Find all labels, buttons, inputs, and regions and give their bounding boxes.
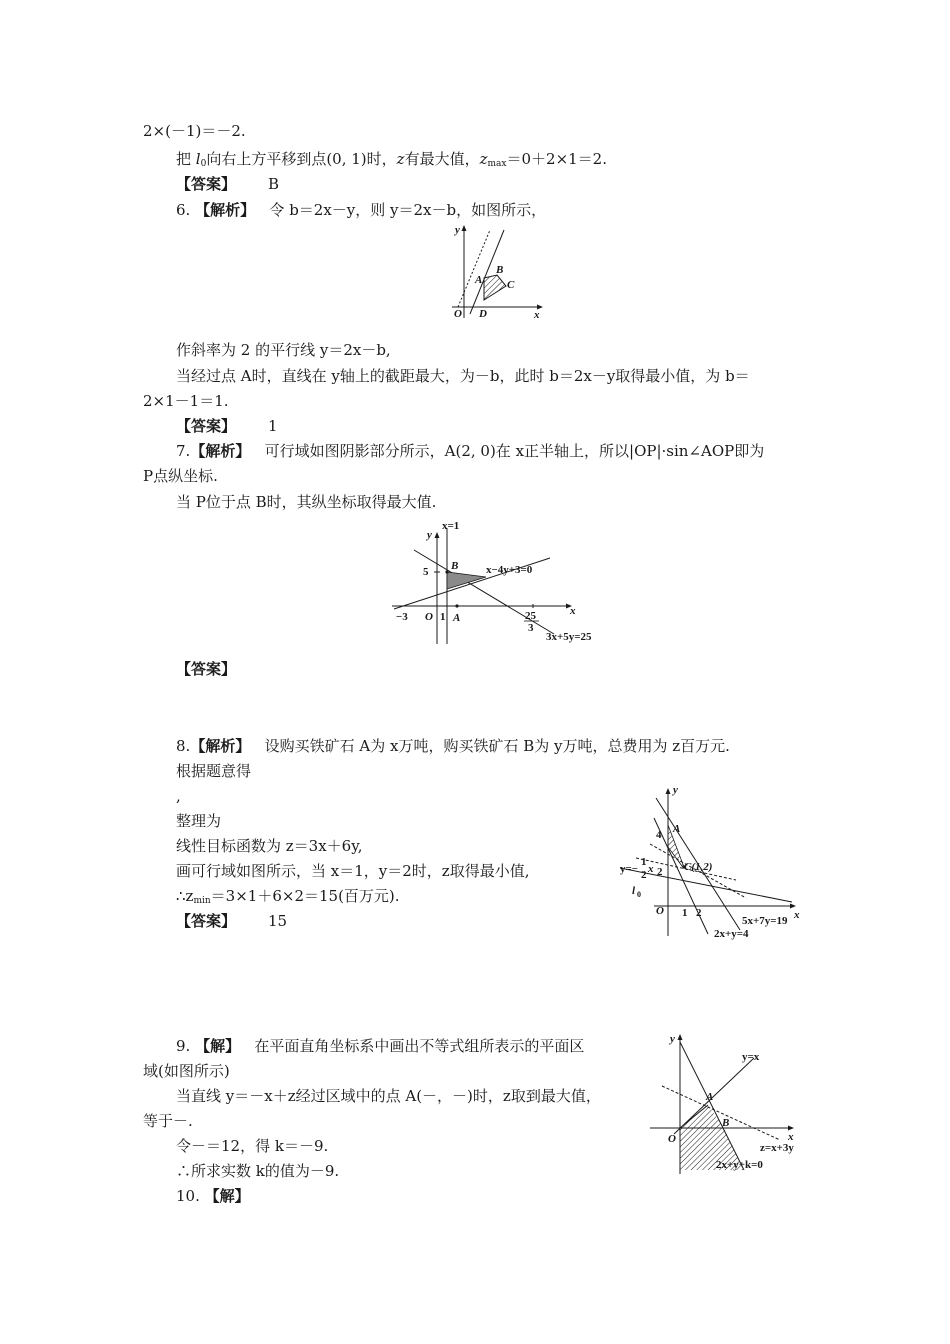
fig7-x: x [570, 605, 576, 617]
fig6-O: O [454, 308, 462, 320]
fig8-one: 1 [682, 907, 688, 919]
answer-7: 【答案】 [176, 660, 237, 678]
fig9-A: A [706, 1091, 714, 1103]
line-translate-l0: 把 $l_0$向右上方平移到点(0, 1)时，z有最大值，$z_{max}=0+2\times 1=2$. [176, 150, 607, 169]
fig6-B: B [496, 264, 504, 276]
fig8-x: x [794, 909, 800, 921]
fig8-y: y [673, 784, 678, 796]
fig8-lbl-y: y=− [620, 863, 639, 875]
fig9-O: O [668, 1133, 676, 1145]
fig8-A: A [673, 823, 681, 835]
q7-line3: 当 P位于点 B时，其纵坐标取得最大值. [176, 493, 437, 511]
q9-line2: 域(如图所示) [143, 1062, 230, 1080]
q8-line4: 整理为 [176, 812, 222, 830]
figure-q7 [390, 516, 610, 648]
fig7-3: 3 [528, 622, 534, 634]
q10-heading: 10. 【解】 [176, 1187, 250, 1205]
answer-5: 【答案】 B [176, 175, 280, 193]
fig7-x-eq-1: x=1 [442, 520, 460, 532]
fig8-lbl-x: x [648, 863, 654, 875]
fig8-l0: l [632, 885, 636, 897]
fig7-A: A [453, 612, 461, 624]
fig8-O: O [656, 905, 664, 917]
fig6-x: x [534, 309, 540, 321]
fig8-l0-sub: 0 [637, 890, 641, 899]
fig7-one: 1 [440, 611, 446, 623]
figure-q9 [644, 1030, 814, 1180]
q9-heading: 9. 【解】 在平面直角坐标系中画出不等式组所表示的平面区 [176, 1037, 585, 1055]
fig8-two-x: 2 [696, 907, 702, 919]
q6-line2: 作斜率为 2 的平行线 y＝2x－b, [176, 341, 391, 359]
fig8-two: 2 [657, 866, 663, 878]
fig8-half-n: 1 [641, 856, 647, 868]
q7-heading: 7.【解析】 可行域如图阴影部分所示，A(2, 0)在 x正半轴上，所以|OP|·sin∠AOP即为 [176, 442, 765, 460]
q7-line2: P点纵坐标. [143, 467, 218, 485]
q9-line6: ∴所求实数 k的值为－9. [176, 1162, 340, 1180]
q8-line7: $\therefore z_{min}=3\times 1+6\times 2=15$(百万元). [176, 887, 400, 906]
fig9-y-eq-x: y=x [742, 1051, 760, 1063]
answer-8: 【答案】 15 [176, 912, 288, 930]
fig7-O: O [425, 611, 433, 623]
q8-line3: , [176, 787, 181, 805]
fig8-four: 4 [656, 829, 662, 841]
fig8-line2: 2x+y=4 [714, 928, 749, 940]
fig6-A: A [475, 274, 483, 286]
fig9-k-line: 2x+y+k=0 [716, 1159, 763, 1171]
line-continuation: 2×(－1)＝－2. [143, 122, 246, 140]
fig9-B: B [722, 1117, 730, 1129]
fig7-B: B [451, 560, 459, 572]
fig7-25: 25 [525, 610, 536, 622]
fig8-C: C(1,2) [684, 861, 713, 873]
q9-line5: 令－＝12，得 k＝－9. [176, 1137, 329, 1155]
q6-line4: 2×1－1＝1. [143, 392, 229, 410]
q8-line2: 根据题意得 [176, 762, 252, 780]
fig7-line2: 3x+5y=25 [546, 631, 592, 643]
q8-heading: 8.【解析】 设购买铁矿石 A为 x万吨，购买铁矿石 B为 y万吨，总费用为 z百万元. [176, 737, 730, 755]
fig9-z-line: z=x+3y [760, 1142, 794, 1154]
fig7-y: y [427, 529, 432, 541]
fig8-line1: 5x+7y=19 [742, 915, 788, 927]
fig8-half-d: 2 [641, 869, 647, 881]
answer-6: 【答案】 1 [176, 417, 278, 435]
fig7-line1: x−4y+3=0 [486, 564, 533, 576]
q6-line3: 当经过点 A时，直线在 y轴上的截距最大，为－b，此时 b＝2x－y取得最小值，为 b＝ [176, 367, 750, 385]
fig6-C: C [507, 279, 515, 291]
q8-line5: 线性目标函数为 z＝3x＋6y, [176, 837, 363, 855]
fig7-neg3: −3 [396, 611, 408, 623]
figure-q8 [616, 784, 806, 944]
fig6-D: D [479, 308, 487, 320]
fig9-y: y [670, 1033, 675, 1045]
fig6-y: y [455, 224, 460, 236]
q6-heading: 6. 【解析】 令 b＝2x－y，则 y＝2x－b，如图所示， [176, 201, 547, 219]
q8-line6: 画可行域如图所示，当 x＝1，y＝2时，z取得最小值, [176, 862, 530, 880]
q9-line4: 等于－. [143, 1112, 193, 1130]
figure-q6 [448, 222, 548, 322]
fig9-x: x [788, 1131, 794, 1143]
fig7-five: 5 [423, 566, 429, 578]
q9-line3: 当直线 y＝－x＋z经过区域中的点 A(－，－)时，z取到最大值， [176, 1087, 601, 1105]
